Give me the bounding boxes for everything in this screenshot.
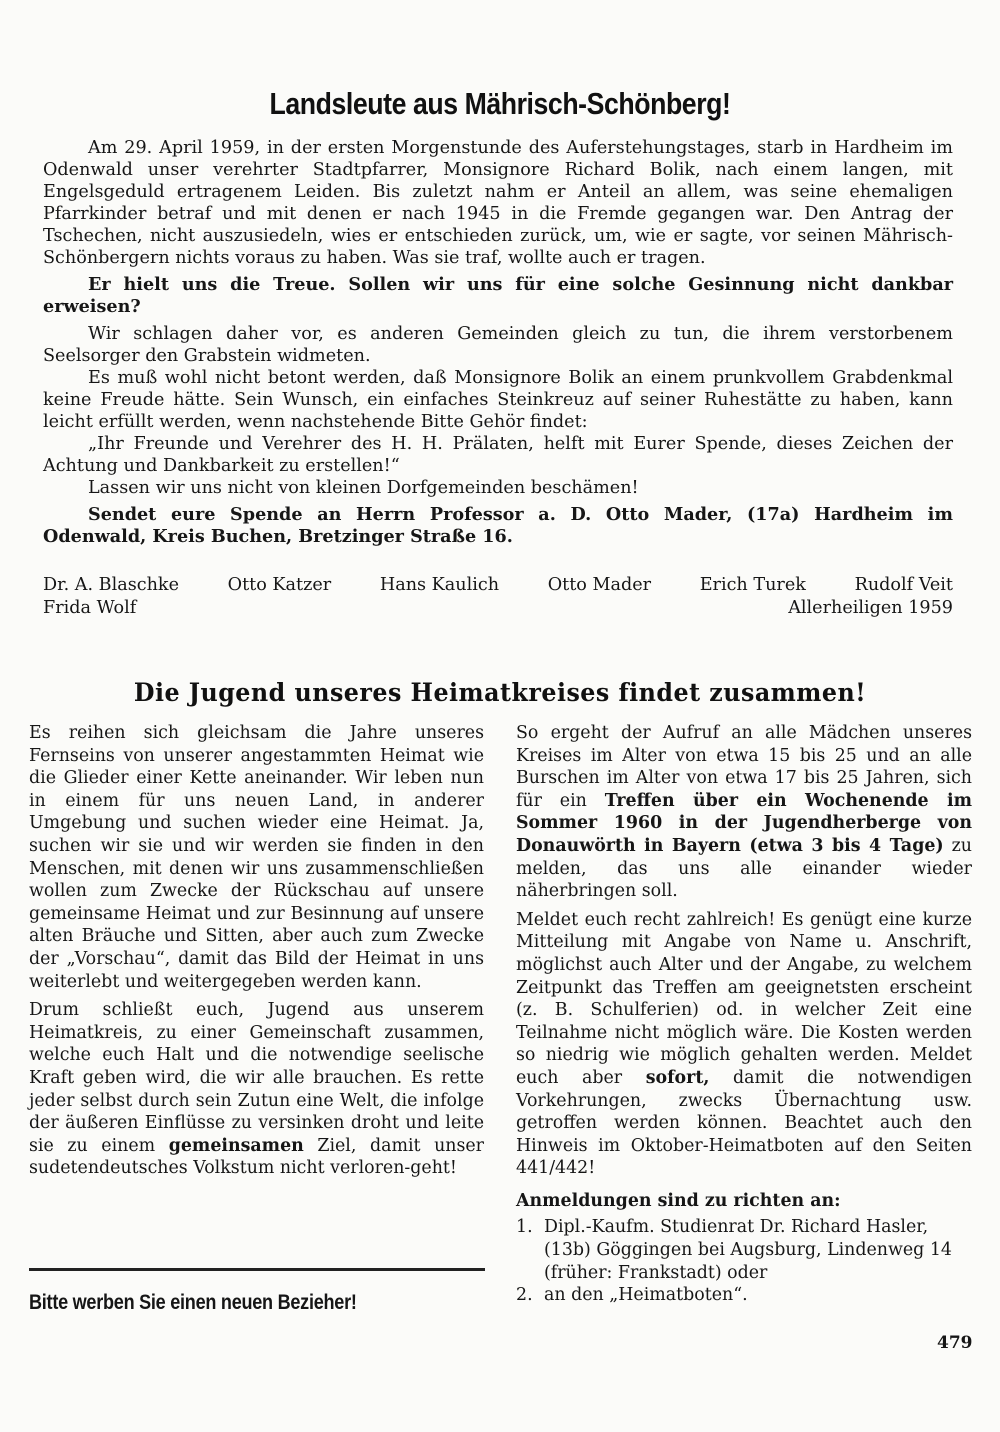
article1-paragraph: Am 29. April 1959, in der ersten Morgenstunde des Auferstehungstages, starb in Hardheim im Odenwald unser verehrter Stadtpfarrer, Monsignore Richard Bolik, nach einem langen, mit Engelsgeduld ertragenem Leiden. Bis zuletzt nahm er Anteil an allem, was seine ehemaligen Pfarrkinder betraf und mit denen er nach 1945 in die Fremde gegangen war. Den Antrag der Tschechen, nicht auszusiedeln, wies er entschieden zurück, um, wie er sagte, vor seinen Mährisch-Schönbergern nichts voraus zu haben. Was sie traf, wollte auch er tragen.: [43, 138, 953, 268]
list-item-text: an den „Heimatboten“.: [544, 1285, 748, 1306]
article1-bold-paragraph: Er hielt uns die Treue. Sollen wir uns für eine solche Gesinnung nicht dankbar erweisen?: [43, 274, 953, 317]
article1-quote: „Ihr Freunde und Verehrer des H. H. Prälaten, helft mit Eurer Spende, dieses Zeichen der Achtung und Dankbarkeit zu erstellen!“: [43, 434, 953, 476]
article1-donation-address: Sendet eure Spende an Herrn Professor a. D. Otto Mader, (17a) Hardheim im Odenwald, Kreis Buchen, Bretzinger Straße 16.: [43, 504, 953, 547]
signatory: Frida Wolf: [43, 598, 137, 618]
article1-title: Landsleute aus Mährisch-Schönberg!: [269, 86, 731, 121]
article2-paragraph: [516, 909, 972, 1180]
list-item-text: Dipl.-Kaufm. Studienrat Dr. Richard Hasler, (13b) Göggingen bei Augsburg, Lindenweg 14 (früher: Frankstadt) oder: [544, 1217, 952, 1283]
signatory: Dr. A. Blaschke: [43, 575, 179, 595]
article2-paragraph: [29, 999, 484, 1180]
page-number: 479: [937, 1333, 973, 1353]
subscriber-appeal: Bitte werben Sie einen neuen Bezieher!: [29, 1290, 357, 1314]
registration-list: [516, 1216, 972, 1306]
list-item: [516, 1216, 972, 1284]
article2-right-column: [516, 722, 972, 1307]
list-number: 1.: [516, 1217, 533, 1238]
text-run: damit die notwendigen Vorkehrungen, zwecks Übernachtung usw. getroffen werden können. Beachtet auch den Hinweis im Oktober-Heimatboten auf den Seiten 441/442!: [516, 1067, 973, 1179]
text-run: Drum schließt euch, Jugend aus unserem Heimatkreis, zu einer Gemeinschaft zusammen, welche euch Halt und die notwendige seelische Kraft geben wird, die wir alle brauchen. Es rette jeder selbst durch sein Zutun eine Welt, die infolge der äußeren Einflüsse zu versinken droht und leite sie zu einem: [29, 1000, 484, 1156]
list-item: [516, 1284, 972, 1307]
article2-paragraph: [516, 722, 972, 903]
bold-text-run: gemeinsamen: [168, 1135, 304, 1156]
article1-paragraph: Wir schlagen daher vor, es anderen Gemeinden gleich zu tun, die ihrem verstorbenem Seelsorger den Grabstein widmeten.: [43, 324, 953, 366]
signatory: Erich Turek: [699, 575, 806, 595]
text-run: So ergeht der Aufruf an alle Mädchen unseres Kreises im Alter von etwa 15 bis 25 und an alle Burschen im Alter von etwa 17 bis 25 Jahren, sich für ein: [516, 723, 972, 811]
separator-rule: [29, 1268, 485, 1271]
article1-signatures: [43, 574, 953, 620]
signatory: Otto Katzer: [227, 575, 332, 595]
article1-paragraph: Es muß wohl nicht betont werden, daß Monsignore Bolik an einem prunkvollem Grabdenkmal keine Freude hätte. Sein Wunsch, ein einfaches Steinkreuz auf seiner Ruhestätte zu haben, kann leicht erfüllt werden, wenn nachstehende Bitte Gehör findet:: [43, 368, 953, 432]
article2-title: Die Jugend unseres Heimatkreises findet zusammen!: [133, 678, 867, 707]
article1-date: Allerheiligen 1959: [788, 598, 953, 618]
bold-text-run: sofort,: [645, 1067, 710, 1088]
article1-paragraph: Lassen wir uns nicht von kleinen Dorfgemeinden beschämen!: [88, 478, 639, 498]
registration-title: Anmeldungen sind zu richten an:: [516, 1190, 841, 1211]
text-run: zu melden, das uns alle einander wieder näherbringen soll.: [516, 835, 972, 902]
article2-left-column: [29, 722, 484, 1180]
article2-paragraph: Es reihen sich gleichsam die Jahre unseres Fernseins von unserer angestammten Heimat wie die Glieder einer Kette aneinander. Wir leben nun in einem für uns neuen Land, in anderer Umgebung und suchen wieder eine Heimat. Ja, suchen wir sie und wir werden sie finden in den Menschen, mit denen wir uns zusammenschließen wollen zum Zwecke der Rückschau auf unsere gemeinsame Heimat und zur Besinnung auf unsere alten Bräuche und Sitten, aber auch zum Zwecke der „Vorschau“, damit das Bild der Heimat in uns weiterlebt und weitergegeben werden kann.: [29, 723, 484, 992]
text-run: Ziel, damit unser sudetendeutsches Volkstum nicht verloren-geht!: [29, 1135, 484, 1179]
text-run: Meldet euch recht zahlreich! Es genügt eine kurze Mitteilung mit Angabe von Name u. Anschrift, möglichst auch Alter und der Angabe, zu welchem Zeitpunkt das Treffen am geeignetsten erscheint (z. B. Schulferien) od. in welcher Zeit eine Teilnahme nicht möglich wäre. Die Kosten werden so niedrig wie möglich gehalten werden. Meldet euch aber: [516, 909, 972, 1088]
signatory: Rudolf Veit: [854, 575, 953, 595]
list-number: 2.: [516, 1285, 533, 1306]
bold-text-run: Treffen über ein Wochenende im Sommer 1960 in der Jugendherberge von Donauwörth in Bayern (etwa 3 bis 4 Tage): [516, 790, 973, 856]
signatory: Hans Kaulich: [379, 575, 500, 595]
article1-body: [43, 137, 953, 548]
signatory: Otto Mader: [547, 575, 652, 595]
